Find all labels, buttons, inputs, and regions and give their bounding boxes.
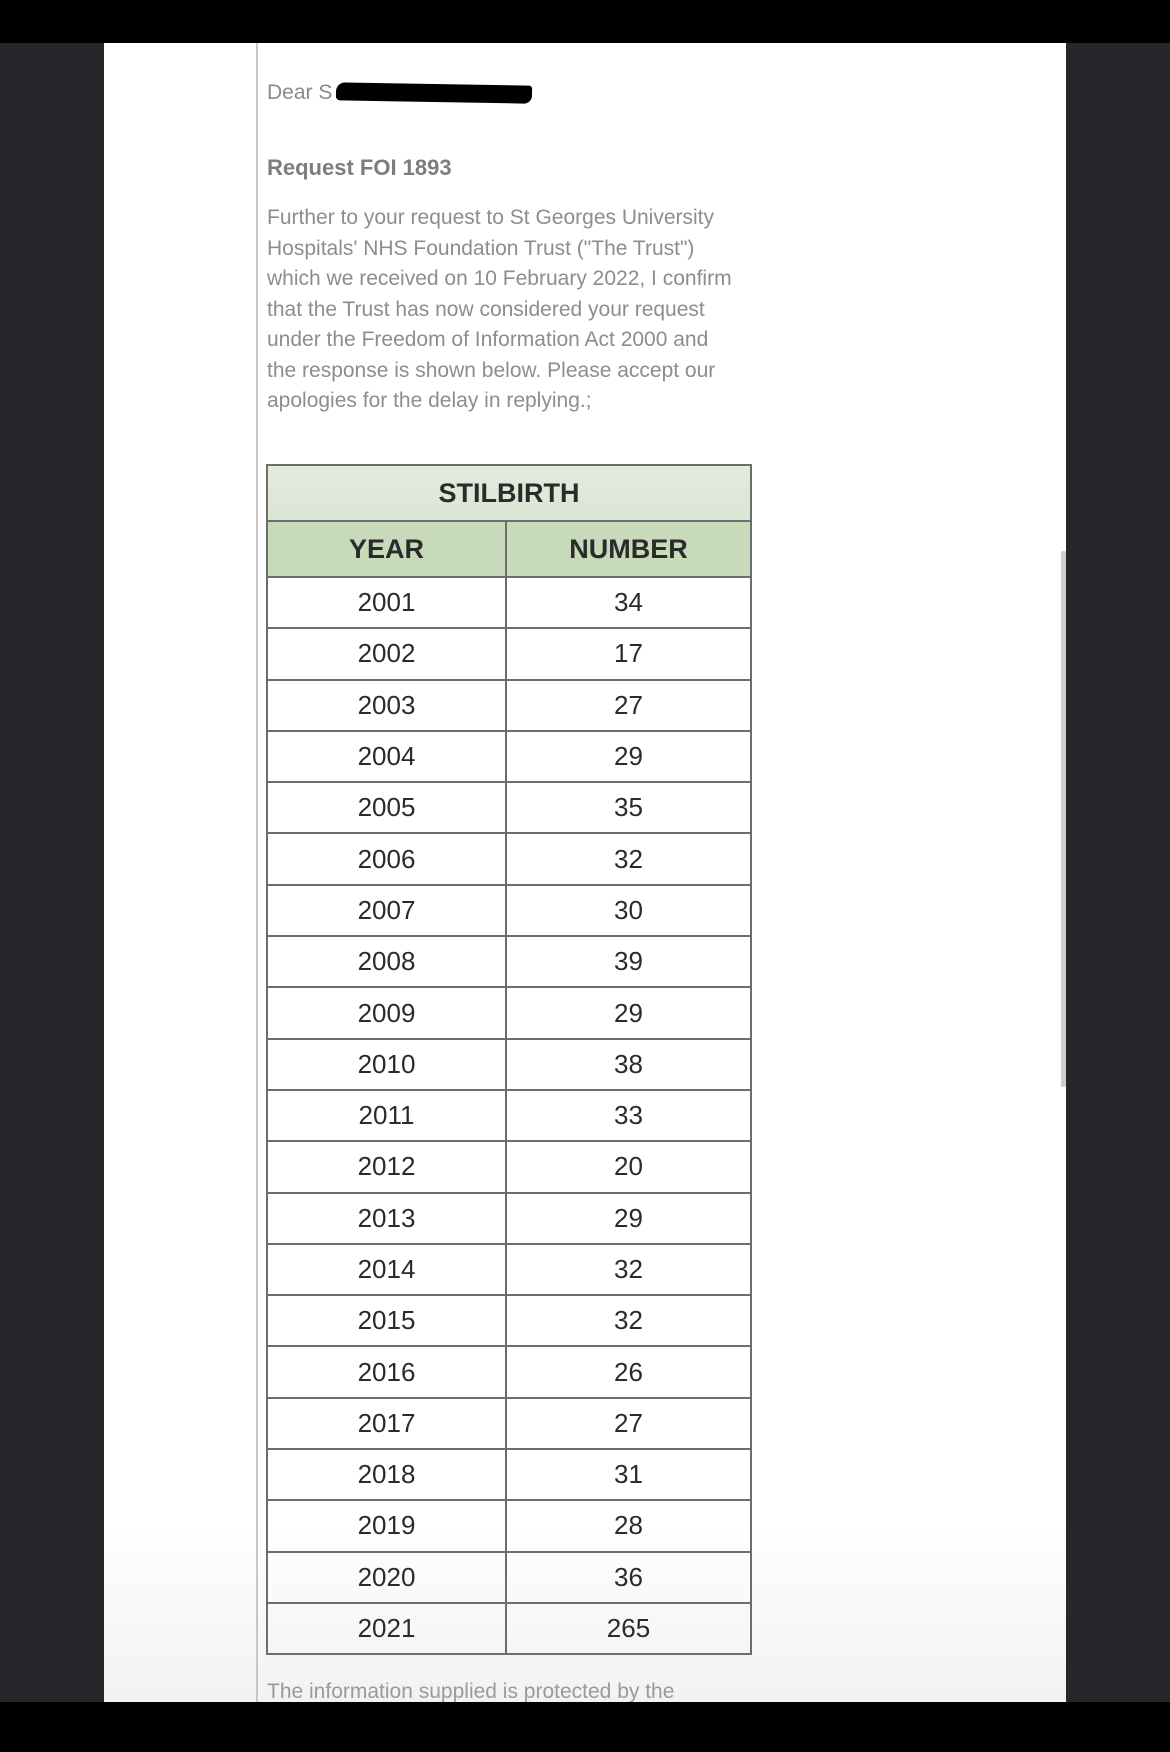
year-cell: 2001 — [267, 577, 506, 628]
year-cell: 2003 — [267, 680, 506, 731]
body-line: Further to your request to St Georges University — [267, 206, 715, 229]
document-page[interactable] — [104, 43, 1066, 1702]
year-cell: 2014 — [267, 1244, 506, 1295]
footer-text: The information supplied is protected by the — [267, 1680, 675, 1702]
number-cell: 17 — [506, 628, 751, 679]
table-row — [267, 1295, 751, 1346]
number-cell: 27 — [506, 1398, 751, 1449]
number-cell: 36 — [506, 1552, 751, 1603]
year-cell: 2019 — [267, 1500, 506, 1551]
year-cell: 2015 — [267, 1295, 506, 1346]
table-row — [267, 1090, 751, 1141]
number-cell: 39 — [506, 936, 751, 987]
year-cell: 2016 — [267, 1346, 506, 1397]
redaction-mark — [336, 82, 532, 103]
body-line: Hospitals' NHS Foundation Trust ("The Trust") — [267, 236, 695, 260]
body-line: under the Freedom of Information Act 2000 and — [267, 328, 709, 351]
table-header-row — [267, 521, 751, 577]
table-row — [267, 885, 751, 936]
number-cell: 34 — [506, 577, 751, 628]
year-cell: 2008 — [267, 936, 506, 987]
table-row — [267, 1603, 751, 1654]
body-line: that the Trust has now considered your request — [267, 297, 705, 321]
number-cell: 29 — [506, 1193, 751, 1244]
salutation-text: Dear S — [267, 81, 333, 104]
table-row — [267, 1449, 751, 1500]
year-cell: 2011 — [267, 1090, 506, 1141]
year-cell: 2007 — [267, 885, 506, 936]
table-row — [267, 1039, 751, 1090]
table-row — [267, 577, 751, 628]
year-cell: 2002 — [267, 628, 506, 679]
table-body — [267, 577, 751, 1654]
margin-line — [256, 43, 258, 1702]
year-cell: 2010 — [267, 1039, 506, 1090]
table-row — [267, 1398, 751, 1449]
year-cell: 2020 — [267, 1552, 506, 1603]
salutation — [267, 77, 827, 109]
request-title: Request FOI 1893 — [267, 155, 452, 180]
scroll-indicator[interactable] — [1061, 551, 1066, 1087]
number-cell: 29 — [506, 987, 751, 1038]
year-cell: 2005 — [267, 782, 506, 833]
body-line: the response is shown below. Please accept our — [267, 358, 716, 382]
number-cell: 32 — [506, 1295, 751, 1346]
stillbirth-table-wrap — [266, 464, 752, 1655]
year-cell: 2018 — [267, 1449, 506, 1500]
body-line: which we received on 10 February 2022, I confirm — [267, 267, 732, 290]
year-cell: 2006 — [267, 833, 506, 884]
year-cell: 2013 — [267, 1193, 506, 1244]
number-cell: 30 — [506, 885, 751, 936]
column-header-number: NUMBER — [506, 521, 751, 577]
number-cell: 32 — [506, 833, 751, 884]
number-cell: 28 — [506, 1500, 751, 1551]
number-cell: 265 — [506, 1603, 751, 1654]
table-row — [267, 1500, 751, 1551]
table-row — [267, 1346, 751, 1397]
letter-content — [267, 77, 827, 417]
table-row — [267, 782, 751, 833]
table-title-row — [267, 465, 751, 521]
number-cell: 32 — [506, 1244, 751, 1295]
table-row — [267, 1552, 751, 1603]
number-cell: 26 — [506, 1346, 751, 1397]
number-cell: 27 — [506, 680, 751, 731]
year-cell: 2021 — [267, 1603, 506, 1654]
table-row — [267, 987, 751, 1038]
table-row — [267, 936, 751, 987]
year-cell: 2017 — [267, 1398, 506, 1449]
table-row — [267, 1244, 751, 1295]
table-row — [267, 628, 751, 679]
table-row — [267, 731, 751, 782]
body-line: apologies for the delay in replying.; — [267, 389, 592, 412]
number-cell: 31 — [506, 1449, 751, 1500]
table-title: STILBIRTH — [267, 465, 751, 521]
table-row — [267, 1141, 751, 1192]
table-row — [267, 680, 751, 731]
stillbirth-table — [266, 464, 752, 1655]
number-cell: 38 — [506, 1039, 751, 1090]
number-cell: 20 — [506, 1141, 751, 1192]
table-row — [267, 1193, 751, 1244]
year-cell: 2004 — [267, 731, 506, 782]
table-row — [267, 833, 751, 884]
year-cell: 2012 — [267, 1141, 506, 1192]
body-paragraph — [267, 203, 827, 417]
year-cell: 2009 — [267, 987, 506, 1038]
number-cell: 29 — [506, 731, 751, 782]
number-cell: 33 — [506, 1090, 751, 1141]
number-cell: 35 — [506, 782, 751, 833]
column-header-year: YEAR — [267, 521, 506, 577]
